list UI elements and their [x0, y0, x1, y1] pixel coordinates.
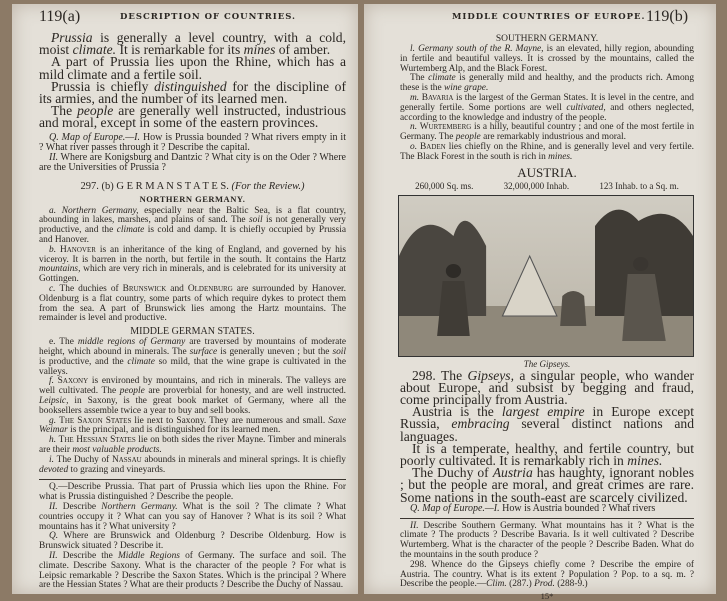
text-run: is productive, and the [39, 356, 128, 367]
text-run: Q.—Describe Prussia. That part of Prussia which lies upon the Rhine. For what is Prussia distinguished ? Describe the people. [39, 482, 346, 503]
review-questions [400, 522, 694, 591]
paragraph [400, 504, 694, 514]
paragraph [400, 74, 694, 94]
paragraph [400, 143, 694, 163]
italic-text: people [119, 386, 145, 397]
italic-text: l. Germany south of the R. Mayne, [410, 44, 544, 54]
italic-text: soil [249, 215, 263, 226]
paragraph [39, 32, 346, 56]
signature-mark: 15* [540, 591, 554, 601]
text-run: several distinct nations and languages. [400, 416, 694, 444]
page-number: 119(a) [39, 8, 81, 25]
italic-text: mountains, [39, 264, 81, 275]
text-run: Describe [57, 501, 102, 512]
text-run: abounds in minerals and mineral springs. It is chiefly [141, 454, 346, 465]
southern-germany-text [400, 45, 694, 163]
italic-text: middle regions of Germany [77, 337, 186, 348]
italic-text: wine grape. [444, 83, 489, 94]
austria-title: AUSTRIA. [517, 164, 577, 180]
text-run: is an elevated, hilly region, abounding in fertile and beautiful valleys. It is crossed by the mountains, called the Wurtemberg Alp, and the Black Forest. [400, 44, 694, 74]
italic-text: mines. [627, 452, 663, 468]
page-number: 119(b) [646, 8, 689, 25]
divider [39, 479, 346, 480]
text-run: which are very rich in minerals, and is celebrated for its university at Gottingen. [39, 264, 346, 285]
italic-text: Q. Map of Europe.—I. [49, 131, 140, 143]
paragraph [39, 133, 346, 153]
text-run: is generally a level country, with a cold, moist [39, 30, 346, 58]
paragraph [39, 105, 346, 129]
text-run: lie on both sides the river Mayne. Timber and minerals are their [39, 435, 346, 455]
text-run: is generally mild and healthy, and the products rich. Among these is the [400, 73, 695, 94]
text-run: Baden [420, 141, 446, 152]
italic-text: b. [49, 244, 60, 255]
italic-text: people [77, 103, 114, 119]
italic-text: II. [49, 151, 59, 163]
running-head: DESCRIPTION OF COUNTRIES. [120, 12, 297, 22]
text-run: Describe the [57, 550, 118, 561]
text-run: The Hessian States [58, 435, 136, 446]
divider [400, 518, 694, 519]
text-run: Bavaria [421, 92, 454, 103]
text-run: The Duchy of [412, 465, 493, 481]
italic-text: a. Northern Germany, [49, 205, 139, 216]
italic-text: m. [410, 92, 422, 103]
italic-text: i. [49, 454, 57, 465]
text-run: 297. (b) G E R M A N S T A T E S. [80, 180, 232, 192]
text-run: Oldenburg [187, 284, 233, 294]
right-page [364, 4, 716, 601]
text-run: of Germany. The surface and soil. The climate. Describe Saxony. What is the character of the people ? For what is Leipsic remarkable ? Describe the Saxon States. Which is the principal ? Where are the Hessian States ? What are their products ? Describe the Duchy of Nassau. [39, 550, 346, 591]
italic-text: f. [49, 376, 58, 387]
italic-text: Austria [492, 465, 533, 481]
paragraph [400, 367, 694, 407]
map-questions [39, 133, 346, 173]
italic-text: II. [410, 520, 419, 531]
italic-text: o. [410, 141, 421, 152]
text-run: Nassau [111, 454, 142, 465]
text-run: is cold and damp. It is chiefly occupied by Prussia and Hanover. [39, 225, 346, 246]
italic-text: climate. [72, 42, 117, 58]
italic-text: Q. Map of Europe.—I. [410, 502, 500, 514]
text-run: Prussia is chiefly [51, 78, 155, 94]
text-run: are surrounded by Hanover. Oldenburg is a flat country, some parts of which require dykes to protect them from the sea. A part of Brunswick lies among the Hartz mountains. The remainder is level and productive. [39, 284, 346, 324]
middle-german-states-text [39, 338, 346, 475]
paragraph [39, 456, 346, 476]
text-run: are proverbial for honesty, and are well instructed. [144, 386, 347, 397]
text-run: is not generally very productive, and the [39, 215, 346, 236]
italic-text: Leipsic, [39, 395, 69, 406]
paragraph [39, 417, 346, 437]
text-run: How is Austria bounded ? What rivers [499, 502, 656, 514]
italic-text: Gipseys, [467, 367, 514, 383]
paragraph [400, 94, 694, 123]
text-run: and [166, 284, 188, 294]
paragraph [39, 78, 346, 107]
text-run: is environed by mountains, and rich in minerals. The valleys are well cultivated. The [39, 376, 347, 397]
running-header [364, 8, 716, 30]
text-run: Where are Konigsburg and Dantzic ? What city is on the Oder ? Where are the Universities of Prussia ? [39, 151, 346, 173]
text-run: a singular people, who wander about Europe, and subsist by begging and fraud, come principally from Austria. [400, 367, 694, 407]
text-run: A part of Prussia lies upon the Rhine, which has a mild climate and a fertile soil. [39, 54, 346, 82]
paragraph [400, 467, 694, 504]
italic-text: h. [49, 435, 59, 446]
text-run: Saxony [57, 376, 89, 387]
text-run: lies chiefly on the Rhine, and is generally level and very fertile. The Black Forest in the south is rich in [400, 141, 695, 162]
paragraph [39, 377, 346, 416]
italic-text: Prussia [51, 30, 93, 45]
text-run: especially near the Baltic Sea, is a flat country, abounding in lakes, marshes, and plains of sand. The [39, 205, 346, 226]
text-run: in Europe except Russia, [400, 404, 694, 432]
running-head: MIDDLE COUNTRIES OF EUROPE. [452, 12, 646, 22]
italic-text: devoted [39, 464, 69, 475]
paragraph [39, 246, 346, 285]
text-run: so mild, that the wine grape is cultivated in the valleys. [39, 356, 346, 377]
paragraph [400, 123, 694, 143]
text-run: are remarkably industrious and moral. [480, 132, 626, 143]
text-run: What is the soil ? The climate ? What countries occupy it ? What can you say of Hanover ? What is its soil ? What mountains has it ? What university ? [39, 501, 347, 532]
stat-population: 32,000,000 Inhab. [503, 180, 570, 191]
text-run: Where are Brunswick and Oldenburg ? Describe Oldenburg. How is Brunswick situated ? Describe it. [39, 531, 346, 552]
paragraph [400, 45, 694, 74]
italic-text: Prod. [534, 579, 555, 590]
subheading-middle-german-states: MIDDLE GERMAN STATES. [130, 326, 255, 338]
text-run: The [410, 73, 429, 84]
text-run: are traversed by mountains of moderate height, which abound in minerals. The [39, 337, 346, 357]
text-run: in Saxony, is the great book market of Germany, where all the booksellers assemble twice a year to buy and sell books. [39, 395, 346, 416]
text-run: How is Prussia bounded ? What rivers empty in it ? What river passes through it ? Describe the capital. [39, 131, 346, 153]
italic-text: climate [127, 356, 155, 367]
italic-text: climate [428, 73, 456, 84]
italic-text: (For the Review.) [231, 180, 305, 192]
paragraph [39, 338, 346, 377]
text-run: Wurtemberg [419, 122, 472, 133]
italic-text: c. [49, 284, 60, 294]
text-run: is the largest of the German States. It is level in the centre, and generally fertile. Some portions are well [400, 92, 694, 113]
italic-text: surface [189, 346, 218, 357]
running-header [12, 8, 358, 30]
paragraph [39, 56, 346, 80]
italic-text: climate [116, 225, 145, 236]
illustration-caption: The Gipseys. [523, 358, 571, 369]
paragraph [39, 207, 346, 246]
italic-text: n. [410, 122, 420, 133]
text-run: 298. The [412, 367, 468, 383]
paragraph [400, 522, 694, 561]
map-questions [400, 504, 694, 514]
text-run: (288-9.) [554, 579, 588, 590]
paragraph [39, 153, 346, 173]
northern-germany-text [39, 207, 346, 325]
text-run: Austria is the [412, 404, 502, 420]
paragraph [39, 436, 346, 456]
text-run: Hanover [59, 244, 96, 255]
text-run: for the discipline of its armies, and the number of its learned men. [39, 78, 346, 107]
paragraph [39, 503, 346, 532]
italic-text: largest empire [501, 404, 585, 420]
italic-text: embracing [451, 416, 510, 432]
paragraph [400, 406, 694, 443]
text-run: to grazing and vineyards. [68, 464, 166, 475]
engraving-illustration [399, 196, 693, 356]
text-run: are generally well instructed, industrious and moral, except in some of the eastern provinces. [39, 103, 346, 131]
text-run: Describe Southern Germany. What mountains has it ? What is the climate ? The products ? Describe Bavaria. Is it well cultivated ? Describe Wurtemberg. What is the character of the people ? Describe Baden. What do the mountains in the south produce ? [400, 520, 694, 560]
text-run: is a hilly, beautiful country ; and one of the most fertile in Germany. The [400, 122, 695, 143]
stat-density: 123 Inhab. to a Sq. m. [599, 180, 679, 191]
paragraph [39, 552, 346, 591]
paragraph [39, 285, 346, 324]
subheading-southern-germany: SOUTHERN GERMANY. [495, 34, 599, 44]
paragraph [39, 483, 346, 503]
italic-text: Middle Regions [117, 550, 180, 561]
review-questions [39, 483, 346, 591]
section-title [39, 181, 346, 192]
paragraph [400, 440, 694, 468]
text-run: and others neglected, according to the knowledge and industry of the people. [400, 102, 694, 123]
text-run: lie next to Saxony. They are numerous and small. [131, 415, 329, 426]
stat-area: 260,000 Sq. ms. [415, 180, 474, 191]
paragraph [400, 561, 694, 590]
text-run: The Saxon States [59, 415, 132, 426]
italic-text: Q. [49, 531, 59, 542]
text-run: e. The [49, 337, 78, 348]
text-run: The duchies of [59, 284, 123, 294]
body-text [39, 32, 346, 130]
italic-text: Northern Germany. [101, 501, 178, 512]
italic-text: soil [332, 346, 346, 357]
italic-text: most valuable products. [72, 444, 162, 455]
body-text [400, 367, 694, 505]
text-run: of amber. [275, 42, 331, 58]
italic-text: cultivated, [566, 102, 606, 113]
italic-text: people [455, 132, 481, 143]
text-run: (287.) [506, 579, 535, 590]
text-run: is generally uneven ; but the [217, 346, 333, 357]
italic-text: Clim. [486, 579, 507, 590]
austria-stats [400, 181, 694, 191]
italic-text: II. [49, 501, 58, 512]
italic-text: mines [243, 42, 276, 58]
text-run: 298. Whence do the Gipseys chiefly come ? Describe the empire of Austria. The country. What is its extent ? Population ? Pop. to a sq. m. ? Describe the people.— [400, 559, 694, 590]
text-run: is the principal, and is distinguished for its learned men. [67, 425, 281, 436]
left-page [12, 4, 358, 594]
text-run: The [51, 103, 78, 119]
gipseys-engraving [398, 195, 694, 357]
italic-text: mines. [548, 151, 573, 162]
text-run: It is remarkable for its [116, 42, 244, 58]
text-run: The Duchy of [56, 454, 112, 465]
italic-text: g. [49, 415, 60, 426]
text-run: has haughty, ignorant nobles ; but the people are moral, and great crimes are rare. Some nations in the south-east are scarcely civilized. [400, 465, 694, 505]
text-run: Brunswick [122, 284, 167, 294]
subheading-northern-germany: NORTHERN GERMANY. [139, 193, 246, 204]
italic-text: Saxe Weimar [39, 415, 346, 436]
italic-text: II. [49, 550, 58, 561]
text-run: is an inheritance of the king of England, and governed by his viceroy. It is barren in the north, but fertile in the south. It contains the Hartz [39, 244, 347, 265]
text-run: It is a temperate, healthy, and fertile country, but poorly cultivated. It is remarkably rich in [400, 440, 694, 468]
paragraph [39, 532, 346, 552]
italic-text: distinguished [154, 78, 227, 94]
